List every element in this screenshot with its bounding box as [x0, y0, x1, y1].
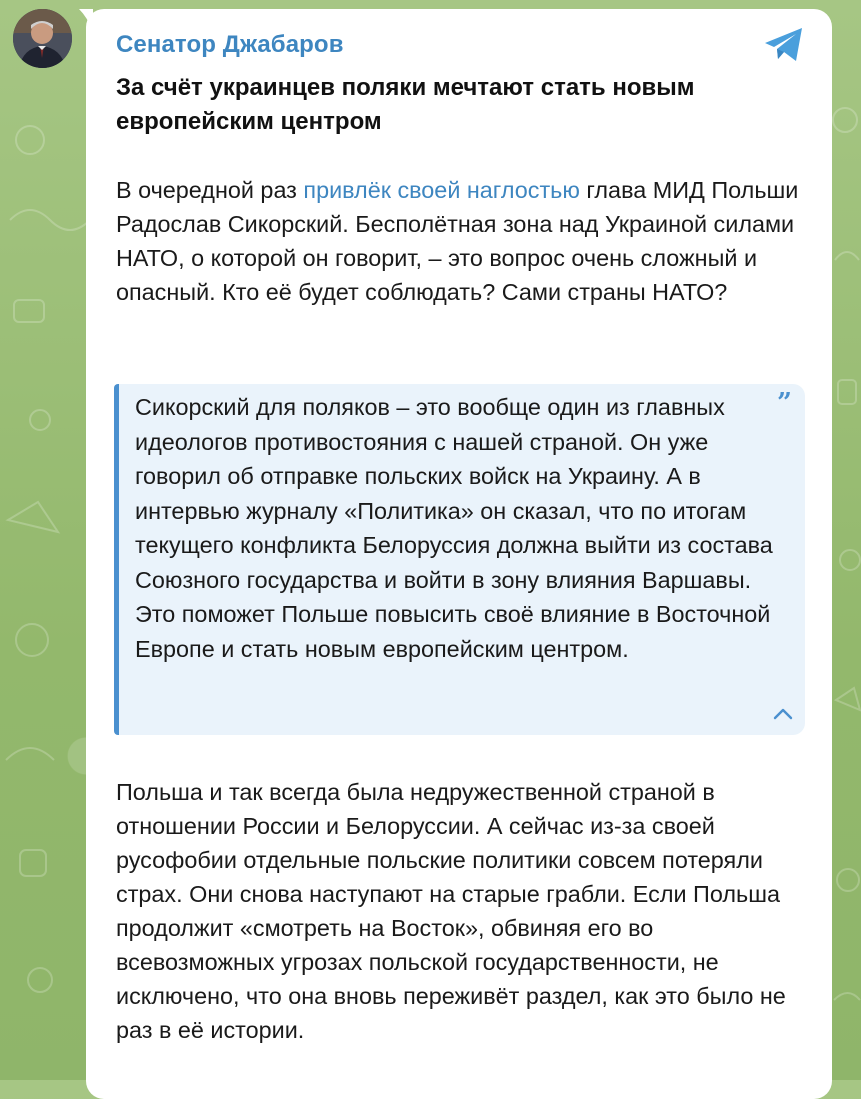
quote-icon: ” [777, 388, 792, 418]
channel-name[interactable]: Сенатор Джабаров [116, 31, 344, 58]
quote-text: Сикорский для поляков – это вообще один из главных идеологов противостояния с нашей страной. Он уже говорил об отправке польских войск на Украину. А в интервью журналу «Политика» он сказал, что по итогам текущего конфликта Белоруссия должна выйти из состава Союзного государства и войти в зону влияния Варшавы. Это поможет Польше повысить своё влияние в Восточной Европе и стать новым европейским центром. [135, 394, 773, 662]
post-paragraph-2: Польша и так всегда была недружественной страной в отношении России и Белоруссии. А сейчас из-за своей русофобии отдельные польские политики совсем потеряли страх. Они снова наступают на старые грабли. Если Польша продолжит «смотреть на Восток», обвиняя его во всевозможных угрозах польской государственности, не исключено, что она вновь переживёт раздел, как это было не раз в её истории. [116, 779, 786, 1043]
telegram-icon [763, 26, 805, 64]
paragraph-1-text-end: глава МИД Польши Радослав Сикорский. Бесполётная зона над Украиной силами НАТО, о которой он говорит, – это вопрос очень сложный и опасный. Кто её будет соблюдать? Сами страны НАТО? [116, 177, 799, 305]
article-link[interactable]: привлёк своей наглостью [303, 177, 580, 203]
person-avatar-icon [13, 9, 72, 68]
post-title: За счёт украинцев поляки мечтают стать новым европейским центром [116, 74, 695, 135]
chevron-up-icon[interactable] [772, 705, 794, 723]
paragraph-1-text-start: В очередной раз [116, 177, 304, 203]
avatar[interactable] [13, 9, 72, 68]
post-paragraph-1 [116, 173, 806, 309]
